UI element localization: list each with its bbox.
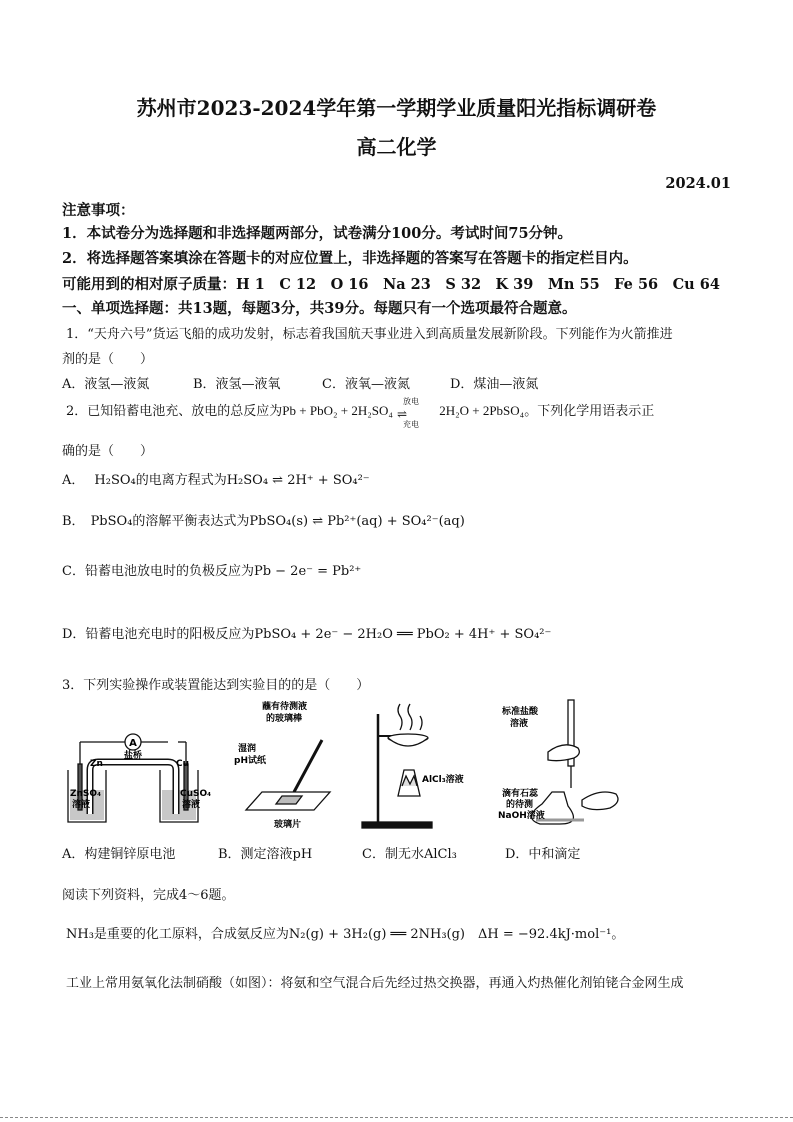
q2-arrow-bottom-label: 充电 [403,419,420,429]
notice-heading: 注意事项： [62,202,135,219]
section-heading: 一、单项选择题：共13题，每题3分，共39分。每题只有一个选项最符合题意。 [62,300,577,317]
q2-option-c: C．铅蓄电池放电时的负极反应为Pb − 2e⁻ = Pb²⁺ [62,564,362,579]
reading-intro: 阅读下列资料，完成4～6题。 [62,888,235,903]
q2-option-a-text: H₂SO₄的电离方程式为H₂SO₄ ⇌ 2H⁺ + SO₄²⁻ [94,473,370,488]
q2-reaction-right: 2H₂O + 2PbSO₄ [439,403,525,418]
q2-stem-suffix: 。下列化学用语表示正 [524,404,655,419]
fig4-base-label: 滴有石蕊 [502,789,539,799]
q3-stem: 3．下列实验操作或装置能达到实验目的的是（ ） [62,678,370,693]
fig2-paper-label: 湿润 [238,744,257,754]
q1-option-d: D．煤油—液氮 [450,377,539,392]
q2-reaction-left: Pb + PbO₂ + 2H₂SO₄ [282,403,393,418]
fig3-solution-label: AlCl₃溶液 [422,775,464,785]
fig1-cuso4-label: CuSO₄ [180,789,212,799]
fig2-paper-label-2: pH试纸 [234,756,266,766]
q2-option-b-label: B． [62,514,85,529]
q2-option-b [62,510,465,529]
fig1-salt-bridge-label: 盐桥 [123,751,143,761]
subject-title: 高二化学 [356,135,437,159]
fig1-zn-label: Zn [90,759,103,769]
notice-item-2: 2．将选择题答案填涂在答题卡的对应位置上，非选择题的答案写在答题卡的指定栏目内。 [62,250,638,267]
q2-option-a-label: A． [62,473,85,488]
reading-paragraph-1: NH₃是重要的化工原料，合成氨反应为N₂(g) + 3H₂(g) ══ 2NH₃(g) ΔH = −92.4kJ·mol⁻¹。 [66,927,625,942]
q3-option-c: C．制无水AlCl₃ [362,847,457,862]
exam-title: 苏州市2023-2024学年第一学期学业质量阳光指标调研卷 [136,96,657,120]
figure-evaporation [362,704,432,828]
reading-paragraph-2: 工业上常用氨氧化法制硝酸（如图）：将氨和空气混合后先经过热交换器，再通入灼热催化剂铂铑合金网生成 [66,976,684,991]
notice-item-1: 1．本试卷分为选择题和非选择题两部分，试卷满分100分。考试时间75分钟。 [62,225,573,242]
q2-reaction-arrow [397,396,435,429]
fig1-znso4-solution: 溶液 [72,800,91,810]
q2-stem [66,396,655,429]
fig4-acid-label: 标准盐酸 [502,707,539,717]
q2-stem-prefix: 2．已知铅蓄电池充、放电的总反应为 [66,404,283,419]
q2-arrow-top-label: 放电 [403,396,420,406]
q1-option-b: B．液氢—液氧 [193,377,281,392]
fig1-znso4-label: ZnSO₄ [70,789,102,799]
q3-option-d: D．中和滴定 [505,847,581,862]
figure-titration [531,700,618,824]
fig2-plate-label: 玻璃片 [274,820,302,830]
q2-option-d: D．铅蓄电池充电时的阳极反应为PbSO₄ + 2e⁻ − 2H₂O ══ PbO₂ + 4H⁺ + SO₄²⁻ [62,627,552,642]
q1-option-a: A．液氢—液氮 [62,377,150,392]
fig1-cu-label: Cu [176,759,190,769]
q3-option-b: B．测定溶液pH [218,847,313,862]
fig4-base-label-2: 的待测 [506,800,534,810]
q1-stem: 1．“天舟六号”货运飞船的成功发射，标志着我国航天事业进入到高质量发展新阶段。下列能作为火箭推进 [66,327,673,342]
q3-apparatus-figures [62,696,682,836]
fig2-rod-label: 蘸有待测液 [262,702,308,712]
fig4-acid-label-2: 溶液 [510,719,529,729]
fig1-cuso4-solution: 溶液 [182,800,201,810]
q1-option-c: C．液氧—液氮 [322,377,410,392]
figure-ph-test [246,740,330,810]
q1-stem-end: 剂的是（ ） [62,352,154,367]
arrow-double-icon: ⇌ [397,406,408,421]
q3-option-a: A．构建铜锌原电池 [62,847,176,862]
q2-stem-end: 确的是（ ） [62,444,154,459]
q2-option-b-text: PbSO₄的溶解平衡表达式为PbSO₄(s) ⇌ Pb²⁺(aq) + SO₄²⁻(aq) [90,514,465,529]
fig4-base-label-3: NaOH溶液 [498,811,545,821]
q2-option-a [62,469,370,488]
exam-date: 2024.01 [665,175,731,192]
atomic-masses: 可能用到的相对原子质量：H 1 C 12 O 16 Na 23 S 32 K 39 Mn 55 Fe 56 Cu 64 [62,276,720,293]
fig2-rod-label-2: 的玻璃棒 [266,714,303,724]
fig1-ammeter-label: A [129,738,137,749]
page-bottom-border [0,1117,793,1119]
